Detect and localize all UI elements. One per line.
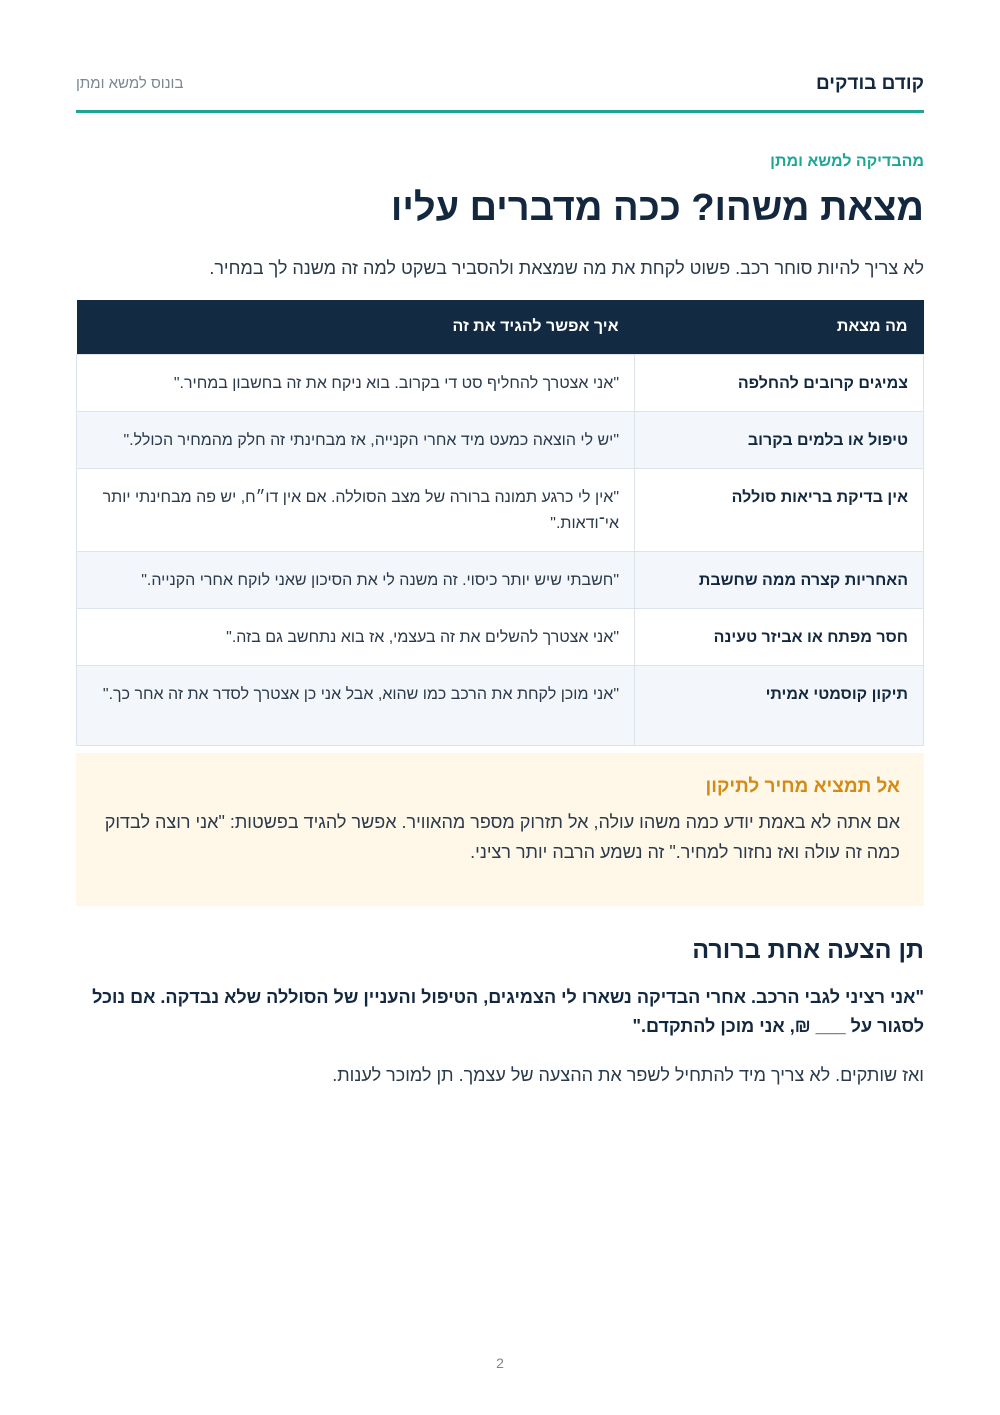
phrase-cell: "אני מוכן לקחת את הרכב כמו שהוא, אבל אני כן אצטרך לסדר את זה אחר כך." <box>77 665 635 745</box>
intro-paragraph: לא צריך להיות סוחר רכב. פשוט לקחת את מה שמצאת ולהסביר בשקט למה זה משנה לך במחיר. <box>209 258 924 278</box>
offer-quote: "אני רציני לגבי הרכב. אחרי הבדיקה נשארו לי הצמיגים, הטיפול והעניין של הסוללה שלא נבדקה. אם נוכל לסגור על ___ ₪, אני מוכן להתקדם." <box>92 987 924 1036</box>
phrase-cell: "יש לי הוצאה כמעט מיד אחרי הקנייה, אז מבחינתי זה חלק מהמחיר הכולל." <box>77 411 635 468</box>
offer-section-title: תן הצעה אחת ברורה <box>692 936 924 964</box>
table-row <box>77 468 924 551</box>
closing-paragraph: ואז שותקים. לא צריך מיד להתחיל לשפר את ההצעה של עצמך. תן למוכר לענות. <box>332 1065 924 1085</box>
table-row <box>77 354 924 411</box>
table-row <box>77 411 924 468</box>
column-header-phrase: איך אפשר להגיד את זה <box>77 300 635 354</box>
table-header-row <box>77 300 924 354</box>
table-row <box>77 608 924 665</box>
phrase-cell: "אני אצטרך להחליף סט די בקרוב. בוא ניקח את זה בחשבון במחיר." <box>77 354 635 411</box>
finding-cell: תיקון קוסמטי אמיתי <box>635 665 924 745</box>
page-title: מצאת משהו? ככה מדברים עליו <box>390 187 924 229</box>
finding-cell: צמיגים קרובים להחלפה <box>635 354 924 411</box>
callout-body: אם אתה לא באמת יודע כמה משהו עולה, אל תזרוק מספר מהאוויר. אפשר להגיד בפשטות: "אני רוצה לבדוק כמה זה עולה ואז נחזור למחיר." זה נשמע הרבה יותר רציני. <box>104 812 900 862</box>
finding-cell: אין בדיקת בריאות סוללה <box>635 468 924 551</box>
finding-cell: טיפול או בלמים בקרוב <box>635 411 924 468</box>
phrase-cell: "אין לי כרגע תמונה ברורה של מצב הסוללה. אם אין דו״ח, יש פה מבחינתי יותר אי־ודאות." <box>77 468 635 551</box>
callout-title: אל תמציא מחיר לתיקון <box>705 776 900 797</box>
section-label: בונוס למשא ומתן <box>76 75 184 92</box>
finding-cell: האחריות קצרה ממה שחשבת <box>635 551 924 608</box>
phrase-cell: "חשבתי שיש יותר כיסוי. זה משנה לי את הסיכון שאני לוקח אחרי הקנייה." <box>77 551 635 608</box>
page-number: 2 <box>496 1355 504 1371</box>
finding-cell: חסר מפתח או אביזר טעינה <box>635 608 924 665</box>
column-header-finding: מה מצאת <box>635 300 924 354</box>
phrase-cell: "אני אצטרך להשלים את זה בעצמי, אז בוא נתחשב גם בזה." <box>77 608 635 665</box>
page-header <box>76 70 924 113</box>
brand-name: קודם בודקים <box>815 73 924 94</box>
tip-callout <box>76 753 924 906</box>
table-row <box>77 551 924 608</box>
eyebrow-label: מהבדיקה למשא ומתן <box>770 153 924 170</box>
table-row <box>77 665 924 745</box>
negotiation-table <box>76 300 924 746</box>
